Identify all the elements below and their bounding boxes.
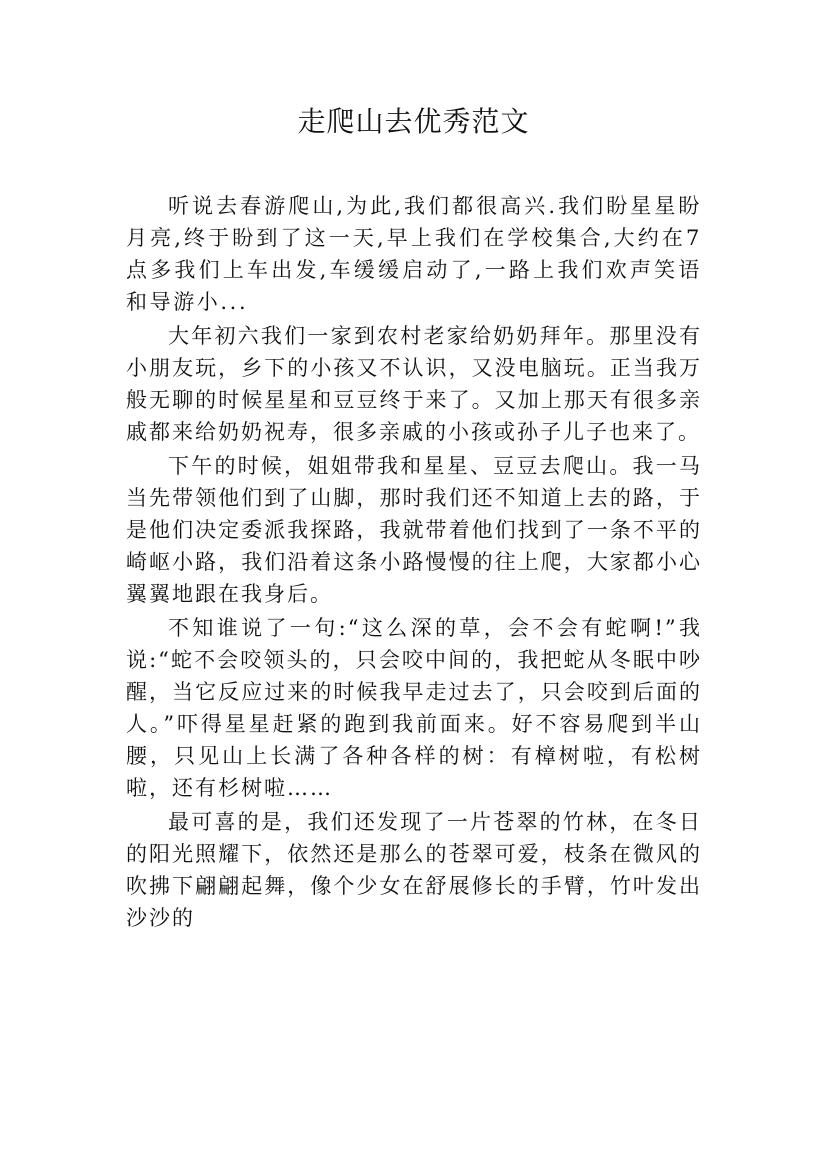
document-body xyxy=(126,190,702,934)
paragraph-3: 下午的时候，姐姐带我和星星、豆豆去爬山。我一马当先带领他们到了山脚，那时我们还不知道上去的路，于是他们决定委派我探路，我就带着他们找到了一条不平的崎岖小路，我们沿着这条小路慢慢的往上爬，大家都小心翼翼地跟在我身后。 xyxy=(126,454,702,606)
paragraph-5: 最可喜的是，我们还发现了一片苍翠的竹林，在冬日的阳光照耀下，依然还是那么的苍翠可爱，枝条在微风的吹拂下翩翩起舞，像个少女在舒展修长的手臂，竹叶发出沙沙的 xyxy=(126,810,702,930)
document-title: 走爬山去优秀范文 xyxy=(297,105,530,138)
paragraph-4: 不知谁说了一句:“这么深的草，会不会有蛇啊!”我说:“蛇不会咬领头的，只会咬中间的，我把蛇从冬眠中吵醒，当它反应过来的时候我早走过去了，只会咬到后面的人。”吓得星星赶紧的跑到我前面来。好不容易爬到半山腰，只见山上长满了各种各样的树：有樟树啦，有松树啦，还有杉树啦…… xyxy=(126,616,702,800)
paragraph-1: 听说去春游爬山,为此,我们都很高兴.我们盼星星盼月亮,终于盼到了这一天,早上我们在学校集合,大约在7点多我们上车出发,车缓缓启动了,一路上我们欢声笑语和导游小... xyxy=(126,194,702,314)
paragraph-2: 大年初六我们一家到农村老家给奶奶拜年。那里没有小朋友玩，乡下的小孩又不认识，又没电脑玩。正当我万般无聊的时候星星和豆豆终于来了。又加上那天有很多亲戚都来给奶奶祝寿，很多亲戚的小孩或孙子儿子也来了。 xyxy=(126,324,702,444)
